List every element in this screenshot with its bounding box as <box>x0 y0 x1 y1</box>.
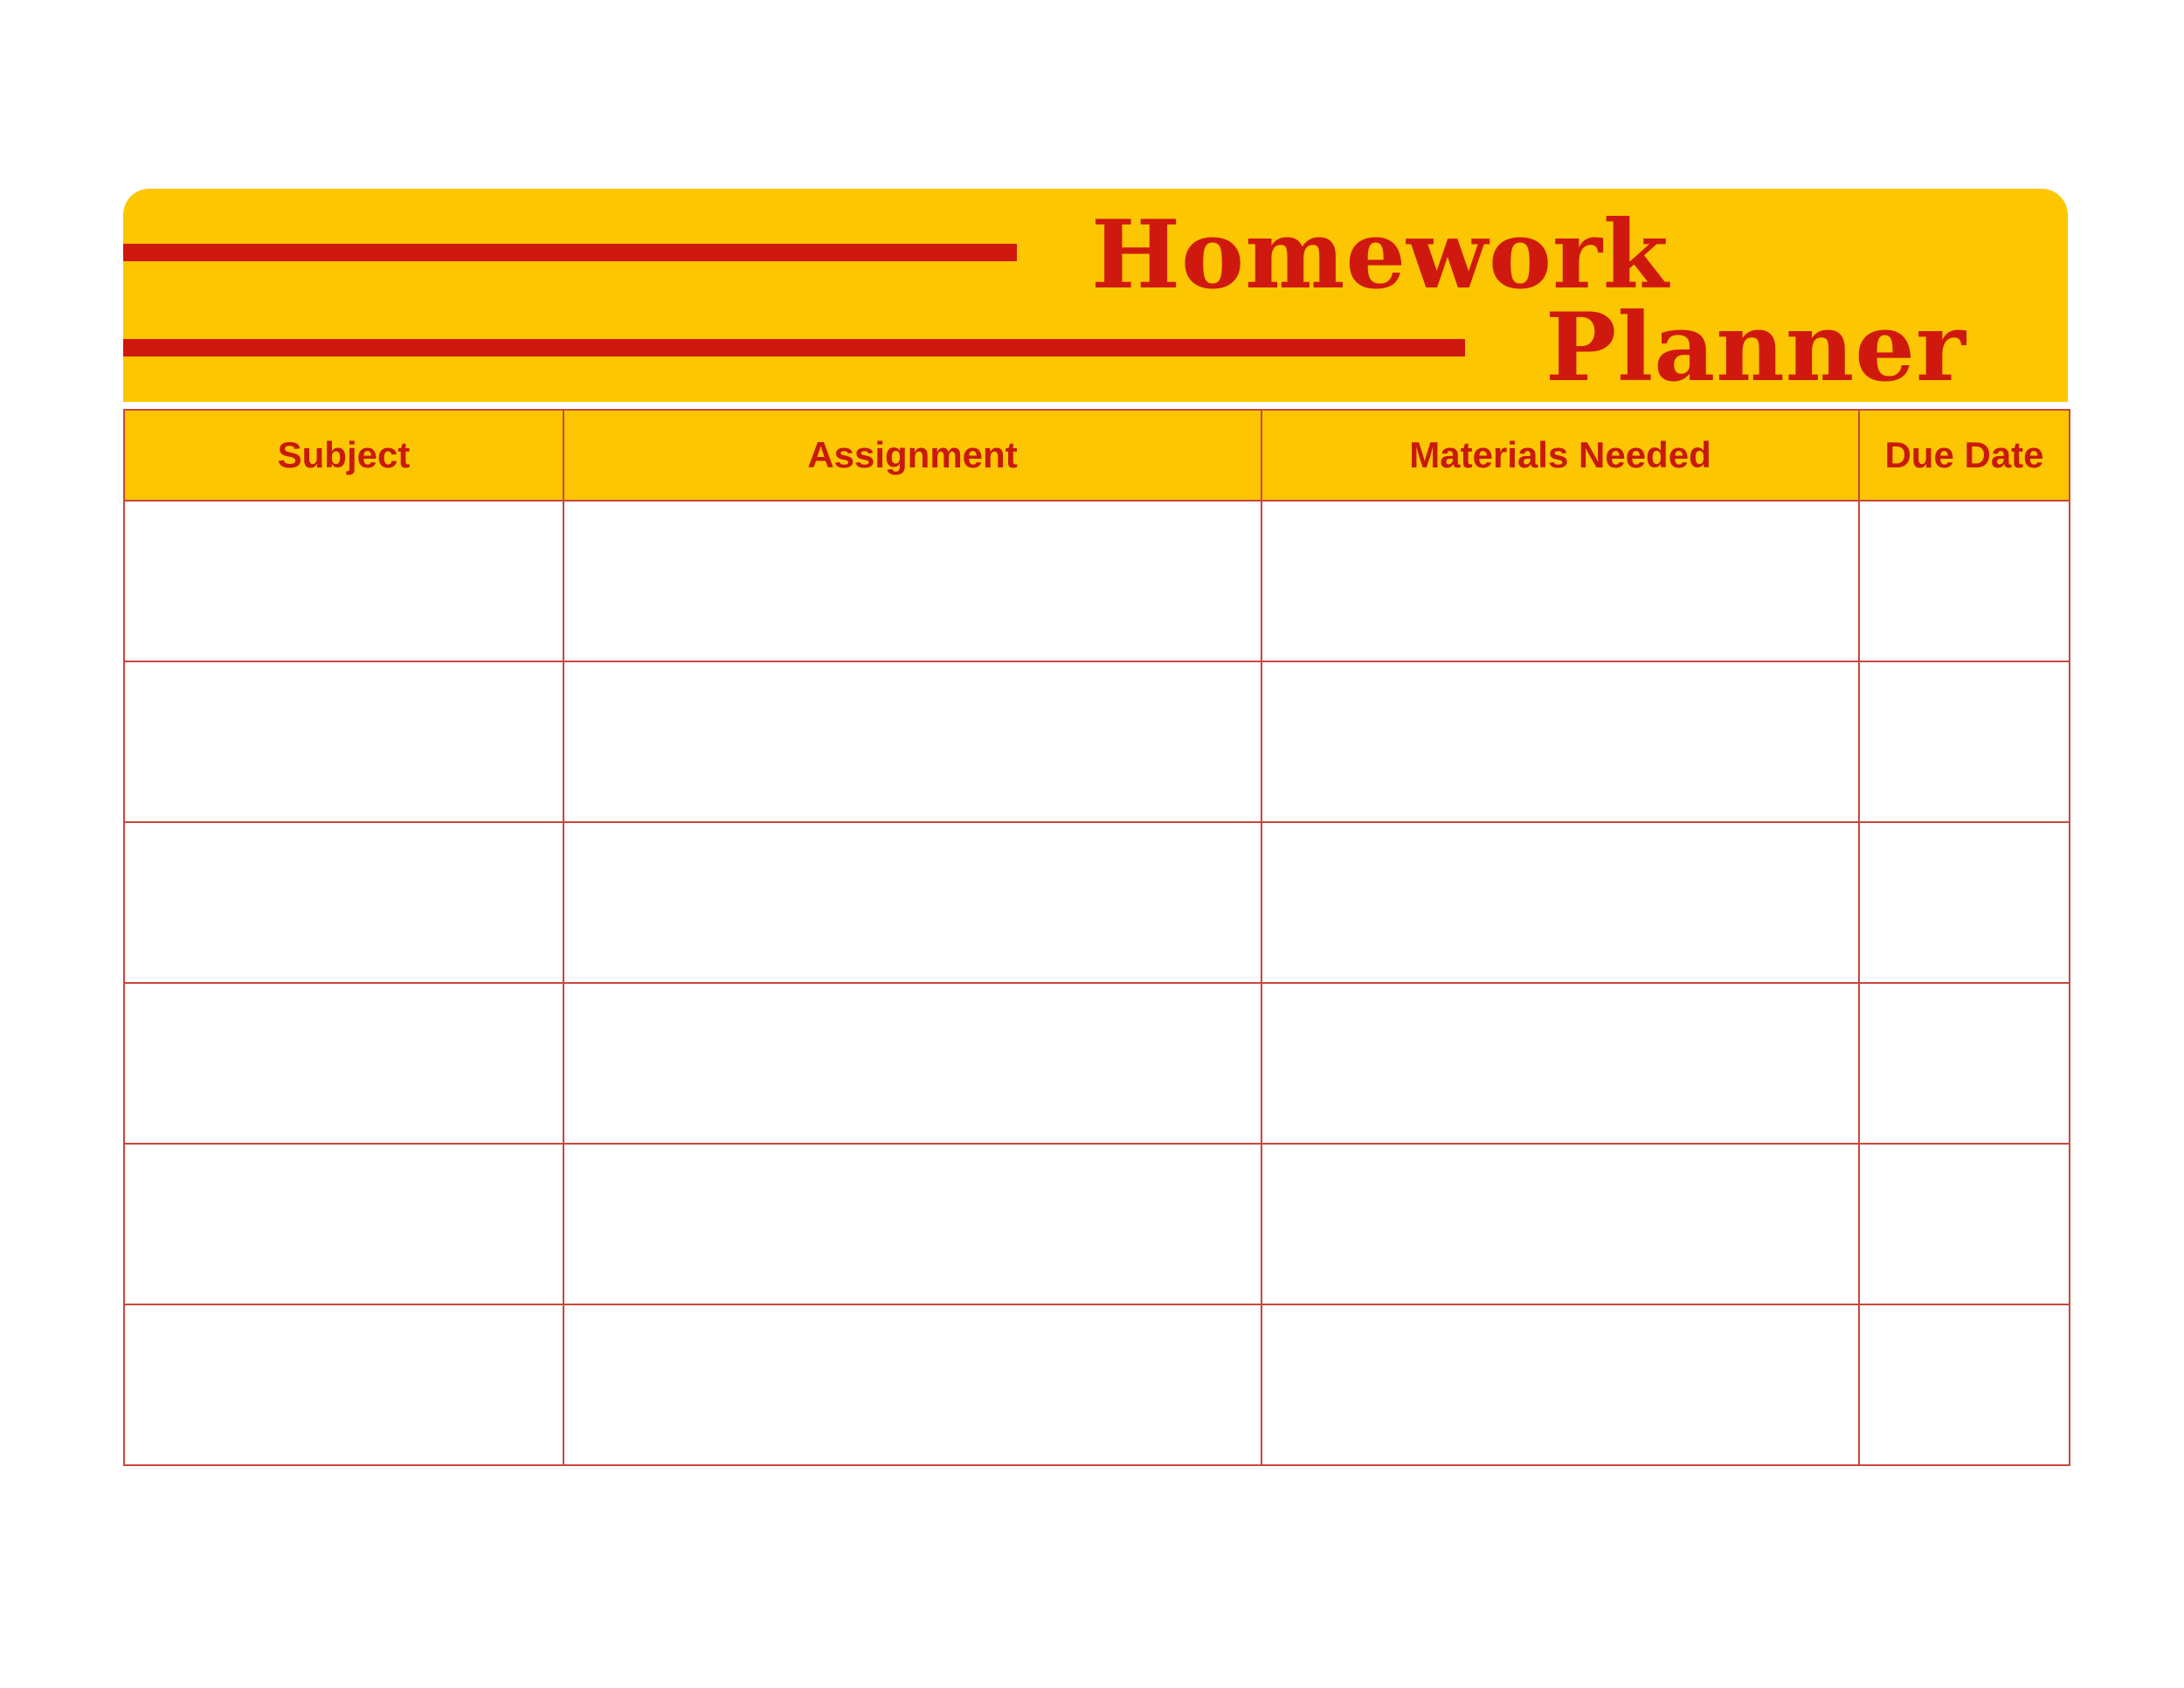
assignment-cell[interactable] <box>563 1304 1261 1465</box>
title-line-planner: Planner <box>1545 293 1966 403</box>
table-row <box>124 822 2070 983</box>
assignment-cell[interactable] <box>563 822 1261 983</box>
table-row <box>124 661 2070 822</box>
subject-cell[interactable] <box>124 1304 563 1465</box>
decorative-stripe-bottom <box>123 339 1465 356</box>
due-date-cell[interactable] <box>1859 1304 2070 1465</box>
table-row <box>124 983 2070 1144</box>
table-row <box>124 1144 2070 1304</box>
assignment-cell[interactable] <box>563 661 1261 822</box>
materials-cell[interactable] <box>1261 822 1859 983</box>
due-date-cell[interactable] <box>1859 501 2070 661</box>
column-header-materials-needed: Materials Needed <box>1261 410 1859 501</box>
decorative-stripe-top <box>123 244 1017 261</box>
due-date-cell[interactable] <box>1859 661 2070 822</box>
title-line-homework: Homework <box>1091 200 1669 310</box>
subject-cell[interactable] <box>124 1144 563 1304</box>
materials-cell[interactable] <box>1261 1304 1859 1465</box>
due-date-cell[interactable] <box>1859 822 2070 983</box>
assignment-cell[interactable] <box>563 501 1261 661</box>
title-banner <box>123 189 2068 402</box>
materials-cell[interactable] <box>1261 661 1859 822</box>
subject-cell[interactable] <box>124 661 563 822</box>
materials-cell[interactable] <box>1261 983 1859 1144</box>
subject-cell[interactable] <box>124 983 563 1144</box>
column-header-due-date: Due Date <box>1859 410 2070 501</box>
table-row <box>124 1304 2070 1465</box>
column-header-subject: Subject <box>124 410 563 501</box>
materials-cell[interactable] <box>1261 1144 1859 1304</box>
due-date-cell[interactable] <box>1859 983 2070 1144</box>
subject-cell[interactable] <box>124 501 563 661</box>
due-date-cell[interactable] <box>1859 1144 2070 1304</box>
column-header-assignment: Assignment <box>563 410 1261 501</box>
subject-cell[interactable] <box>124 822 563 983</box>
assignment-cell[interactable] <box>563 983 1261 1144</box>
header-row <box>124 410 2070 501</box>
table-row <box>124 501 2070 661</box>
homework-table <box>123 409 2070 1466</box>
assignment-cell[interactable] <box>563 1144 1261 1304</box>
materials-cell[interactable] <box>1261 501 1859 661</box>
